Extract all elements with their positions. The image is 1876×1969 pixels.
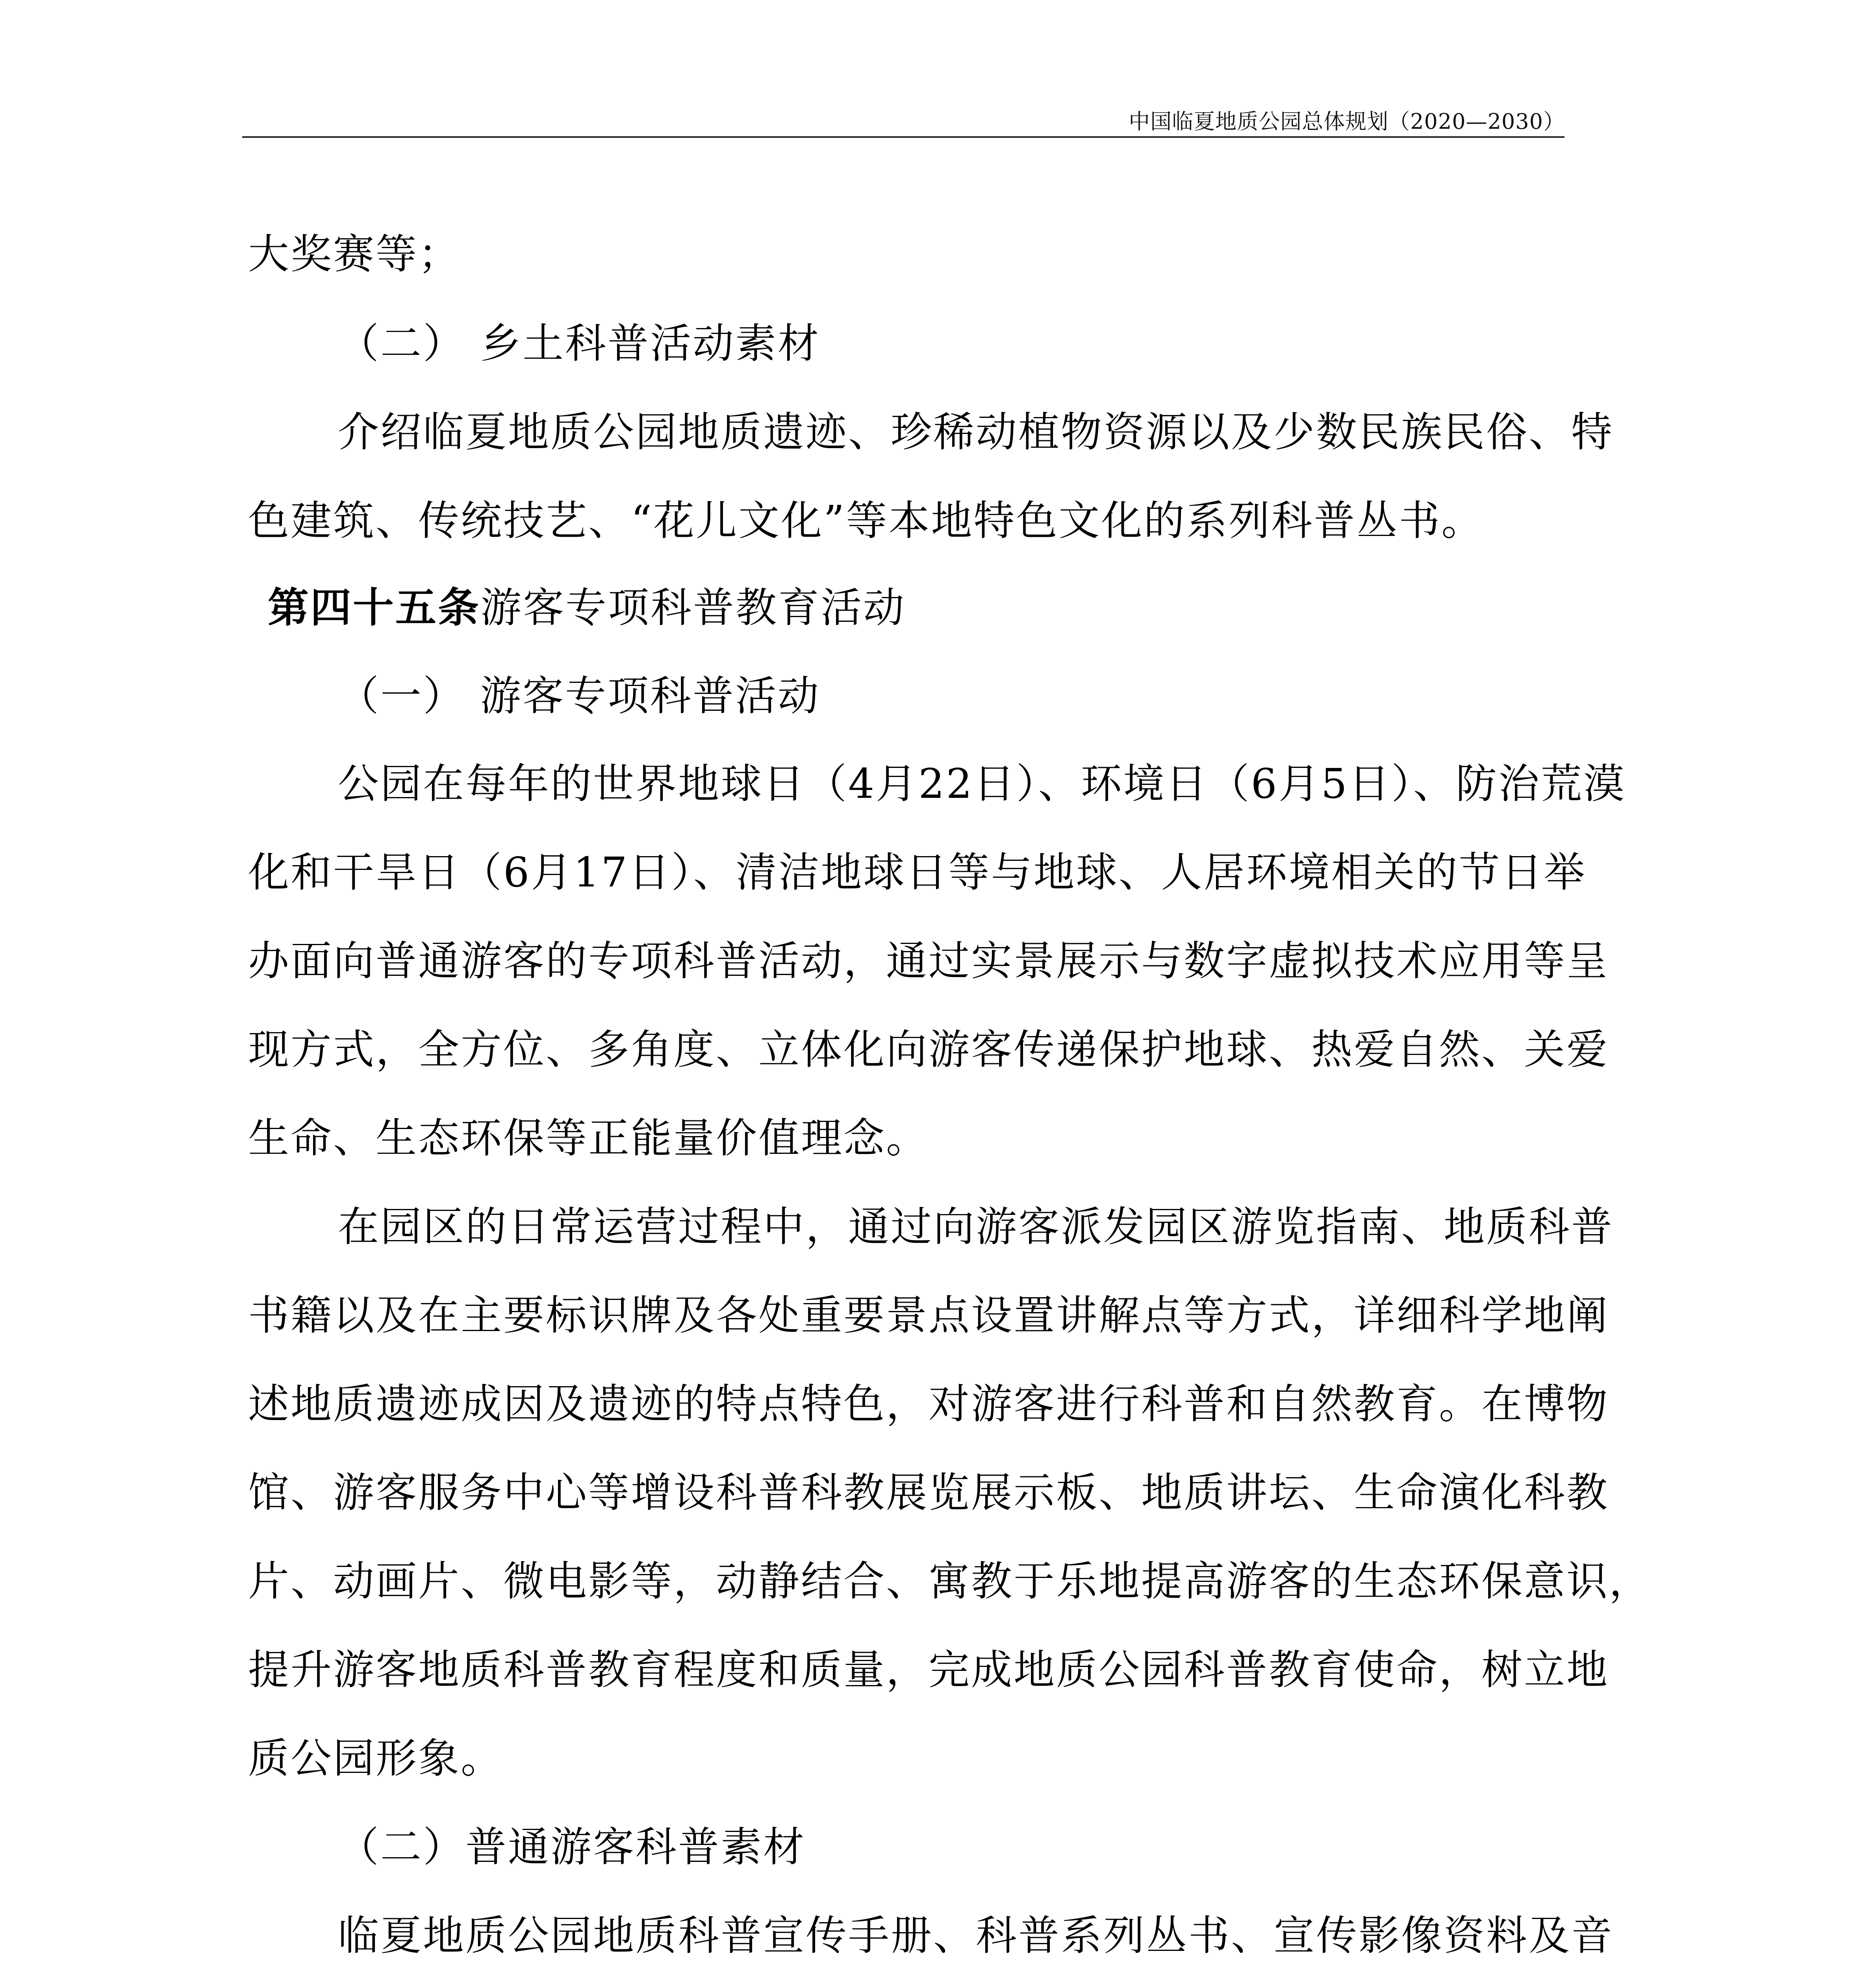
paragraph-line: 公园在每年的世界地球日（4月22日）、环境日（6月5日）、防治荒漠 — [338, 760, 1626, 808]
body-line: 现方式，全方位、多角度、立体化向游客传递保护地球、热爱自然、关爱 — [248, 1025, 1609, 1073]
body-line: 书籍以及在主要标识牌及各处重要景点设置讲解点等方式，详细科学地阐 — [248, 1291, 1609, 1339]
article-title: 游客专项科普教育活动 — [480, 584, 906, 632]
body-line: 化和干旱日（6月17日）、清洁地球日等与地球、人居环境相关的节日举 — [248, 848, 1587, 896]
body-line: 大奖赛等； — [248, 230, 461, 278]
body-line: 色建筑、传统技艺、“花儿文化”等本地特色文化的系列科普丛书。 — [248, 497, 1484, 545]
article-number: 第四十五条 — [268, 583, 481, 632]
body-line: 提升游客地质科普教育程度和质量，完成地质公园科普教育使命，树立地 — [248, 1646, 1609, 1694]
header-rule — [242, 136, 1565, 138]
running-header: 中国临夏地质公园总体规划（2020—2030） — [1129, 109, 1565, 134]
paragraph-line: 临夏地质公园地质科普宣传手册、科普系列丛书、宣传影像资料及音 — [338, 1912, 1614, 1960]
body-line: 质公园形象。 — [248, 1734, 504, 1782]
body-line: 生命、生态环保等正能量价值理念。 — [248, 1114, 929, 1162]
body-line: 馆、游客服务中心等增设科普科教展览展示板、地质讲坛、生命演化科教 — [248, 1468, 1609, 1517]
body-line: 片、动画片、微电影等，动静结合、寓教于乐地提高游客的生态环保意识， — [248, 1557, 1652, 1605]
paragraph-line: 介绍临夏地质公园地质遗迹、珍稀动植物资源以及少数民族民俗、特 — [338, 408, 1614, 456]
article-heading — [268, 584, 1670, 631]
body-line: 办面向普通游客的专项科普活动，通过实景展示与数字虚拟技术应用等呈 — [248, 937, 1609, 985]
paragraph-line: 在园区的日常运营过程中，通过向游客派发园区游览指南、地质科普 — [338, 1203, 1614, 1251]
subsection-heading: （二）普通游客科普素材 — [338, 1823, 806, 1871]
body-line: 述地质遗迹成因及遗迹的特点特色，对游客进行科普和自然教育。在博物 — [248, 1380, 1609, 1428]
subsection-heading: （一） 游客专项科普活动 — [338, 672, 821, 720]
subsection-heading: （二） 乡土科普活动素材 — [338, 319, 821, 367]
